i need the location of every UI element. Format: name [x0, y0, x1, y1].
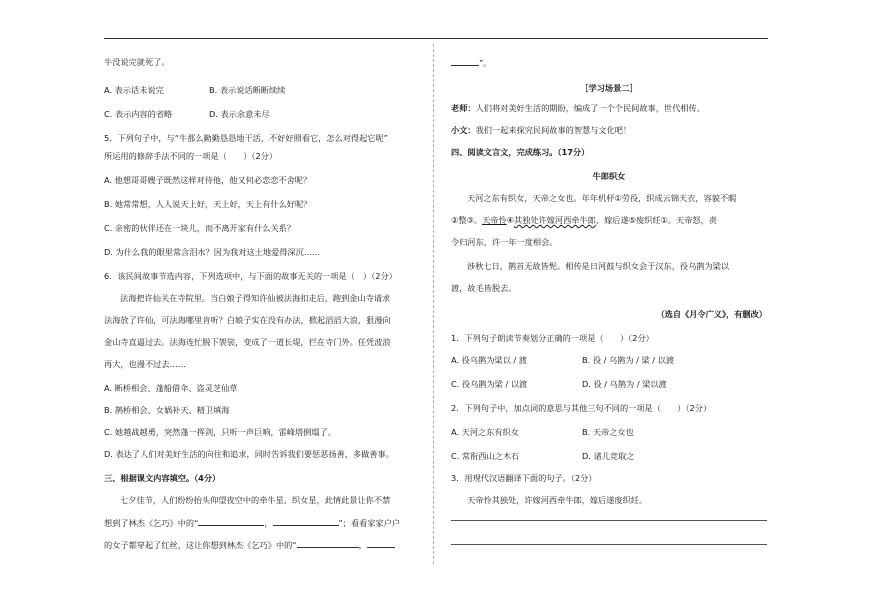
option-b: B. 鹊桥相会、女娲补天、精卫填海: [104, 405, 230, 415]
option-c: C. 表示内容的省略: [104, 109, 173, 119]
option-d: D. 表达了人们对美好生活的向往和追求，同时告诉我们要惩恶扬善，多做善事。: [104, 449, 394, 459]
fill-text: ”。: [479, 58, 492, 68]
passage-line: 再大，也漫不过去……: [104, 359, 186, 369]
speaker-text: 人们将对美好生活的期盼，编成了一个个民间故事，世代相传。: [475, 103, 705, 113]
text-line: 牛没说完就死了。: [104, 57, 170, 67]
question-1: 1．下列句子朗读节奏划分正确的一项是（ ）（2分）: [451, 333, 654, 343]
speaker-text: 我们一起来探究民间故事的智慧与文化吧！: [475, 125, 632, 135]
answer-line[interactable]: [451, 520, 767, 521]
fill-text: 想到了林杰《乞巧》中的“: [104, 518, 199, 528]
translation-sentence: 天帝怜其独处，许嫁河西牵牛郎，嫁后遂废织纴。: [467, 495, 648, 505]
blank[interactable]: [273, 516, 339, 526]
student-line: [451, 124, 631, 136]
question-3: 3．用现代汉语翻译下面的句子。（2分）: [451, 473, 597, 483]
question-2: 2．下列句子中，加点词的意思与其他三句不同的一项是（ ）（2分）: [451, 403, 712, 413]
option-a: A. 他想哥哥嫂子既然这样对待他，他又何必恋恋不舍呢？: [104, 175, 312, 185]
passage-line: 天河之东有织女，天帝之女也。年年机杼①劳役，织成云锦天衣，容貌不暇: [467, 193, 737, 203]
option-a: A. 天河之东有织女: [451, 427, 519, 437]
passage-line: 法海把许仙关在寺院里。当白娘子得知许仙被法海扣走后，跑到金山寺请求: [120, 293, 391, 303]
scene-heading: ［学习场景二］: [580, 83, 638, 93]
column-divider: [433, 44, 434, 564]
option-c: C. 她越战越勇，突然蓬一挥剑，只听一声巨响，雷峰塔倒塌了。: [104, 427, 336, 437]
passage-title: 牛郎织女: [592, 171, 626, 181]
speaker-label: 小文：: [451, 125, 476, 135]
option-d: D. 为什么我的眼里常含泪水？因为我对这土地爱得深沉……: [104, 247, 321, 257]
option-a: A. 役乌鹊为梁以 / 渡: [451, 355, 527, 365]
passage-text: ②整③。: [451, 215, 483, 225]
question-6: 6．该民间故事节选内容，下列选项中，与下面的故事无关的一项是（ ）（2分）: [104, 271, 397, 281]
option-b: B. 役 / 乌鹊为 / 梁 / 以渡: [582, 355, 675, 365]
blank[interactable]: [297, 538, 359, 548]
passage-line: 涉秋七日，鹊首无故皆髡。相传是日河鼓与织女会于汉东，役乌鹊为梁以: [467, 261, 730, 271]
source-note: （选自《月令广义》，有删改）: [656, 309, 767, 319]
fill-text: ，: [264, 518, 273, 528]
blank[interactable]: [367, 538, 395, 548]
answer-line[interactable]: [451, 544, 767, 545]
passage-text: ④: [506, 215, 514, 225]
speaker-label: 老师：: [451, 103, 476, 113]
passage-line: 令归河东，许一年一度相会。: [451, 237, 558, 247]
option-d: D. 表示余意未尽: [209, 109, 270, 119]
option-c: C. 亲密的伙伴还在一块儿，而不离开家有什么关系？: [104, 223, 296, 233]
passage-text: ，嫁后遂⑤废织纴①。天帝怒，责: [595, 215, 717, 225]
passage-line: 渡，故毛皆脱去。: [451, 283, 517, 293]
fill-text: 的女子都穿起了红丝，这让你想到林杰《乞巧》中的“: [104, 540, 297, 550]
wavy-underlined-text: 其独处许嫁河西牵牛郎: [513, 215, 596, 225]
option-b: B. 天帝之女也: [582, 427, 634, 437]
question-5-cont: 所运用的修辞手法不同的一项是（ ）（2分）: [104, 151, 278, 161]
option-c: C. 常衔西山之木石: [451, 451, 520, 461]
teacher-line: [451, 102, 705, 114]
underlined-text: 天帝怜: [482, 215, 507, 225]
option-d: D. 诸儿竞取之: [582, 451, 635, 461]
option-c: C. 役乌鹊为梁 / 以渡: [451, 379, 528, 389]
top-rule: [104, 38, 768, 39]
fill-text: ，: [358, 540, 367, 550]
section-3-heading: 三、根据课文内容填空。（4分）: [104, 473, 221, 483]
blank[interactable]: [198, 516, 264, 526]
fill-line: [104, 516, 400, 529]
option-a: A. 表示话未说完: [104, 85, 164, 95]
fill-text: ”；看看家家户户: [338, 518, 401, 528]
fill-line: [104, 538, 395, 551]
blank[interactable]: [451, 56, 479, 66]
passage-line: 法海放了许仙，可法海哪里肯听？白娘子实在没有办法，掀起滔滔大浪，狠漫向: [104, 315, 391, 325]
question-5: 5．下列句子中，与“牛那么勤勤恳恳地干活，不好好照看它，怎么对得起它呢”: [104, 133, 388, 143]
passage-line: 金山寺直逼过去。法海连忙脱下袈裟，变成了一道长堤，拦在寺门外。任凭波浪: [104, 337, 391, 347]
fill-line: 七夕佳节，人们纷纷抬头仰望夜空中的牵牛星、织女星，此情此景让你不禁: [120, 495, 391, 505]
option-a: A. 断桥相会、蓬船借伞、盗灵芝仙草: [104, 383, 238, 393]
option-b: B. 表示说话断断续续: [209, 85, 286, 95]
fill-line: [451, 56, 491, 69]
option-b: B. 她常常想，人人说天上好，天上好，天上有什么好呢？: [104, 199, 312, 209]
section-4-heading: 四、阅读文言文，完成练习。（17分）: [451, 147, 590, 157]
passage-line: [451, 214, 717, 226]
option-d: D. 役 / 乌鹊为 / 梁以渡: [582, 379, 667, 389]
